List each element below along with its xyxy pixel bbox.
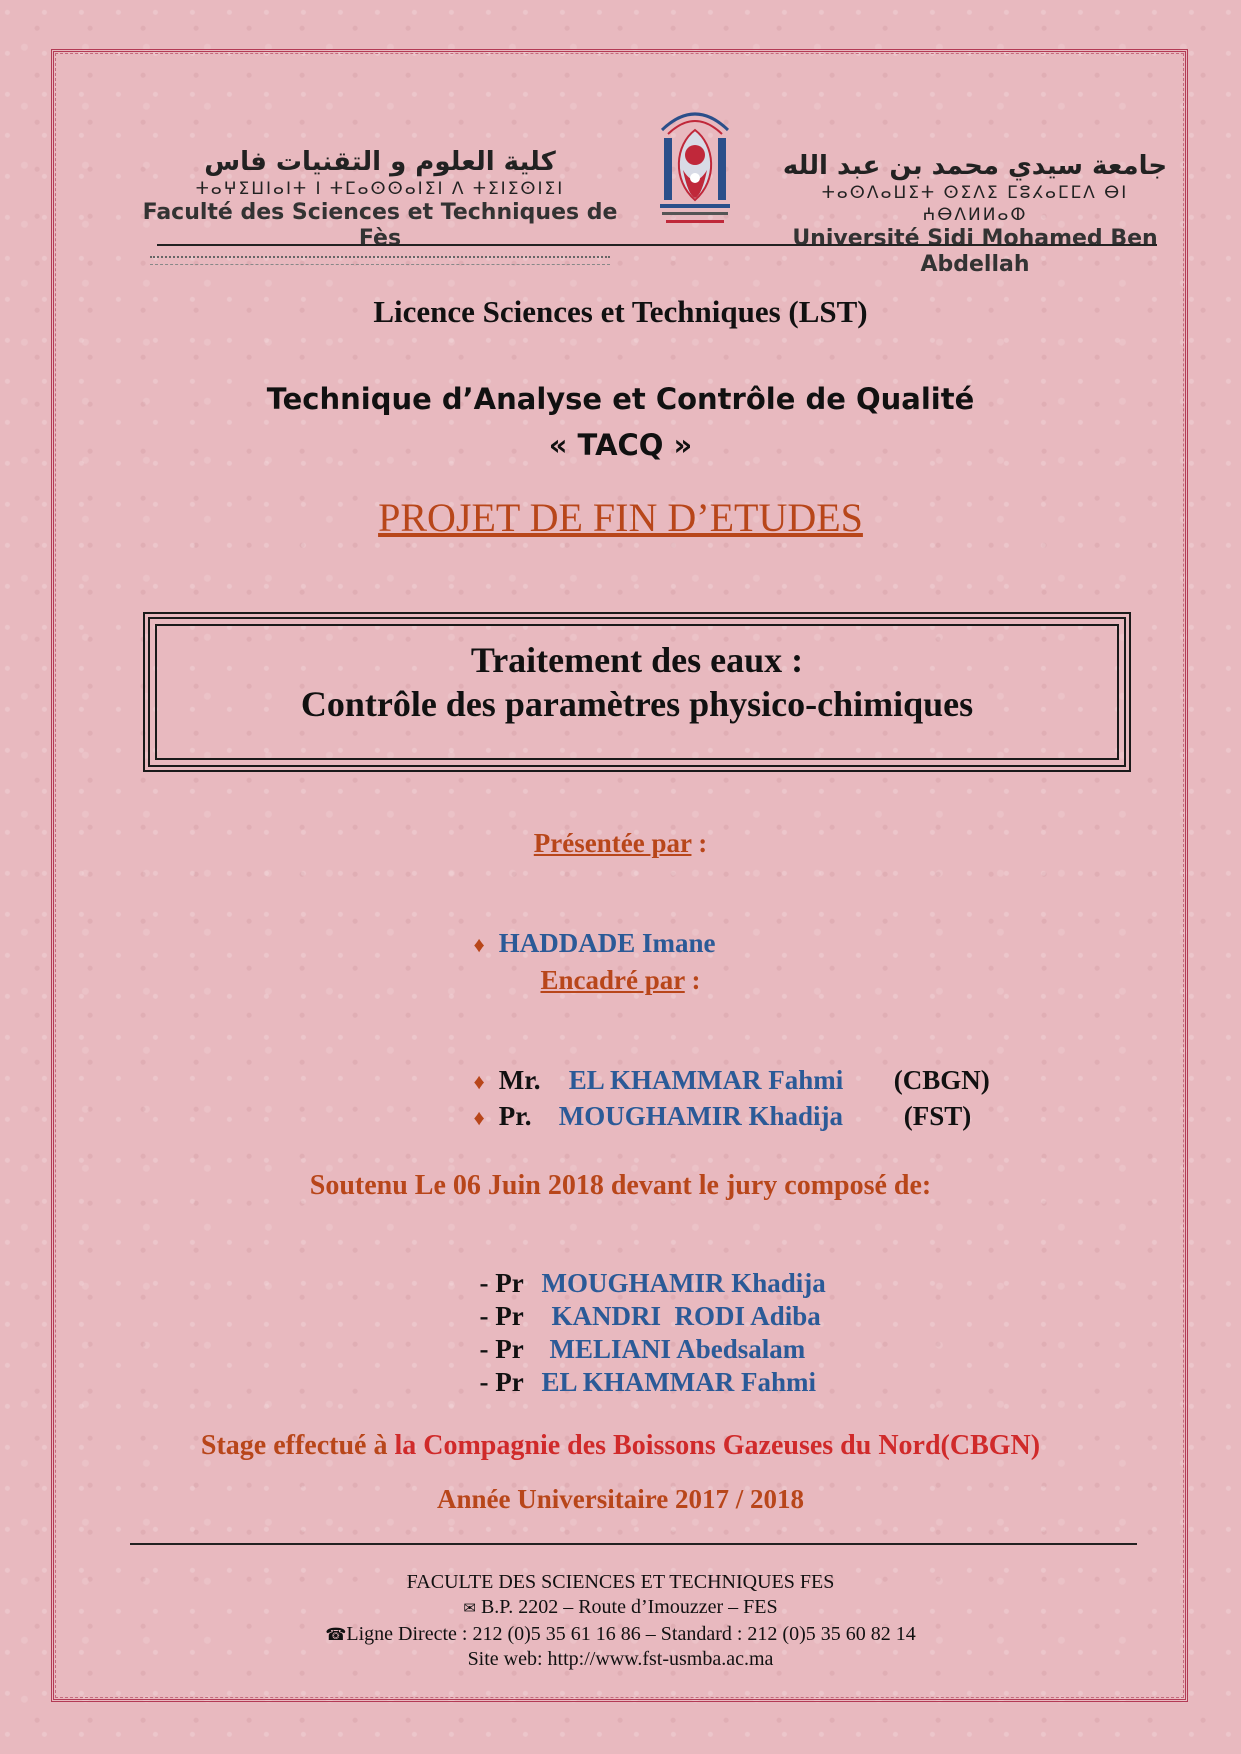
diamond-bullet-icon: ♦ — [473, 1069, 485, 1094]
jury-name: MOUGHAMIR Khadija — [541, 1268, 826, 1298]
supervisor-title: Mr. — [498, 1065, 541, 1095]
supervisor-org: (FST) — [903, 1101, 972, 1131]
header-divider — [157, 244, 1157, 246]
faculty-name-tifinagh: ⵜⴰⵖⵉⵡⵏⴰⵏⵜ ⵏ ⵜⵎⴰⵙⵙⴰⵏⵉⵏ ⴷ ⵜⵉⵏⵉⵙⵏⵉⵏ — [195, 179, 565, 199]
footer-phone-line — [0, 1622, 1241, 1647]
faculty-name: Faculté des Sciences et Techniques de Fès — [142, 200, 618, 251]
jury-name: EL KHAMMAR Fahmi — [541, 1367, 816, 1397]
supervised-by-label: Encadré par — [540, 965, 685, 995]
presented-by-heading — [0, 828, 1241, 859]
specialty-title — [0, 376, 1241, 468]
footer-divider — [130, 1543, 1137, 1545]
institution-header — [140, 100, 1175, 277]
footer-address: B.P. 2202 – Route d’Imouzzer – FES — [480, 1596, 778, 1618]
jury-prefix: - Pr — [479, 1268, 524, 1298]
supervisor-org: (CBGN) — [893, 1065, 990, 1095]
supervisor-name: EL KHAMMAR Fahmi — [568, 1065, 844, 1095]
project-heading: PROJET DE FIN D’ETUDES — [378, 495, 863, 540]
jury-name: MELIANI Abedsalam — [549, 1334, 806, 1364]
academic-year: Année Universitaire 2017 / 2018 — [437, 1484, 804, 1514]
footer-website[interactable]: Site web: http://www.fst-usmba.ac.ma — [467, 1648, 774, 1670]
defense-statement: Soutenu Le 06 Juin 2018 devant le jury composé de: — [309, 1170, 932, 1201]
internship-company: la Compagnie des Boissons Gazeuses du Nord(CBGN) — [394, 1430, 1041, 1461]
student-name: HADDADE Imane — [498, 928, 716, 958]
student-entry — [460, 897, 716, 959]
footer-institution: FACULTE DES SCIENCES ET TECHNIQUES FES — [406, 1571, 835, 1593]
jury-member — [466, 1336, 816, 1398]
university-emblem-icon — [650, 100, 740, 240]
supervised-by-colon: : — [684, 965, 701, 995]
university-name-arabic: جامعة سيدي محمد بن عبد الله — [782, 151, 1168, 181]
footer-address-line — [0, 1595, 1241, 1622]
internship-statement — [0, 1430, 1241, 1462]
supervisor-entry — [460, 1070, 971, 1132]
diamond-bullet-icon: ♦ — [473, 932, 485, 957]
jury-prefix: - Pr — [479, 1367, 524, 1397]
university-block — [775, 150, 1175, 278]
jury-name: KANDRI RODI Adiba — [551, 1301, 821, 1331]
jury-prefix: - Pr — [479, 1334, 524, 1364]
thesis-title-line2: Contrôle des paramètres physico-chimiques — [300, 684, 974, 724]
envelope-icon: ✉ — [463, 1601, 476, 1617]
presented-by-label: Présentée par — [533, 828, 692, 858]
thesis-title-box — [143, 612, 1131, 772]
specialty-name: Technique d’Analyse et Contrôle de Qualité — [266, 382, 975, 416]
internship-prefix: Stage effectué à — [200, 1430, 395, 1461]
diamond-bullet-icon: ♦ — [473, 1105, 485, 1130]
presented-by-colon: : — [691, 828, 708, 858]
thesis-title-line1: Traitement des eaux : — [470, 640, 804, 680]
supervisor-title: Pr. — [498, 1101, 532, 1131]
faculty-underline — [150, 256, 610, 265]
program-title: Licence Sciences et Techniques (LST) — [373, 294, 868, 329]
footer-phone: Ligne Directe : 212 (0)5 35 61 16 86 – Standard : 212 (0)5 35 60 82 14 — [346, 1623, 916, 1645]
university-name-tifinagh: ⵜⴰⵙⴷⴰⵡⵉⵜ ⵙⵉⴷⵉ ⵎⵓⵃⴰⵎⵎⴷ ⴱⵏ ⵄⴱⴷⵍⵍⴰⵀ — [821, 183, 1129, 225]
university-name: Université Sidi Mohamed Ben Abdellah — [792, 226, 1158, 277]
telephone-icon: ☎ — [325, 1625, 347, 1644]
contact-footer — [0, 1570, 1241, 1672]
jury-prefix: - Pr — [479, 1301, 524, 1331]
faculty-name-arabic: كلية العلوم و التقنيات فاس — [204, 147, 556, 177]
faculty-block — [140, 146, 620, 265]
specialty-acronym: « TACQ » — [548, 428, 693, 462]
supervised-by-heading — [0, 965, 1241, 996]
supervisor-name: MOUGHAMIR Khadija — [558, 1101, 843, 1131]
